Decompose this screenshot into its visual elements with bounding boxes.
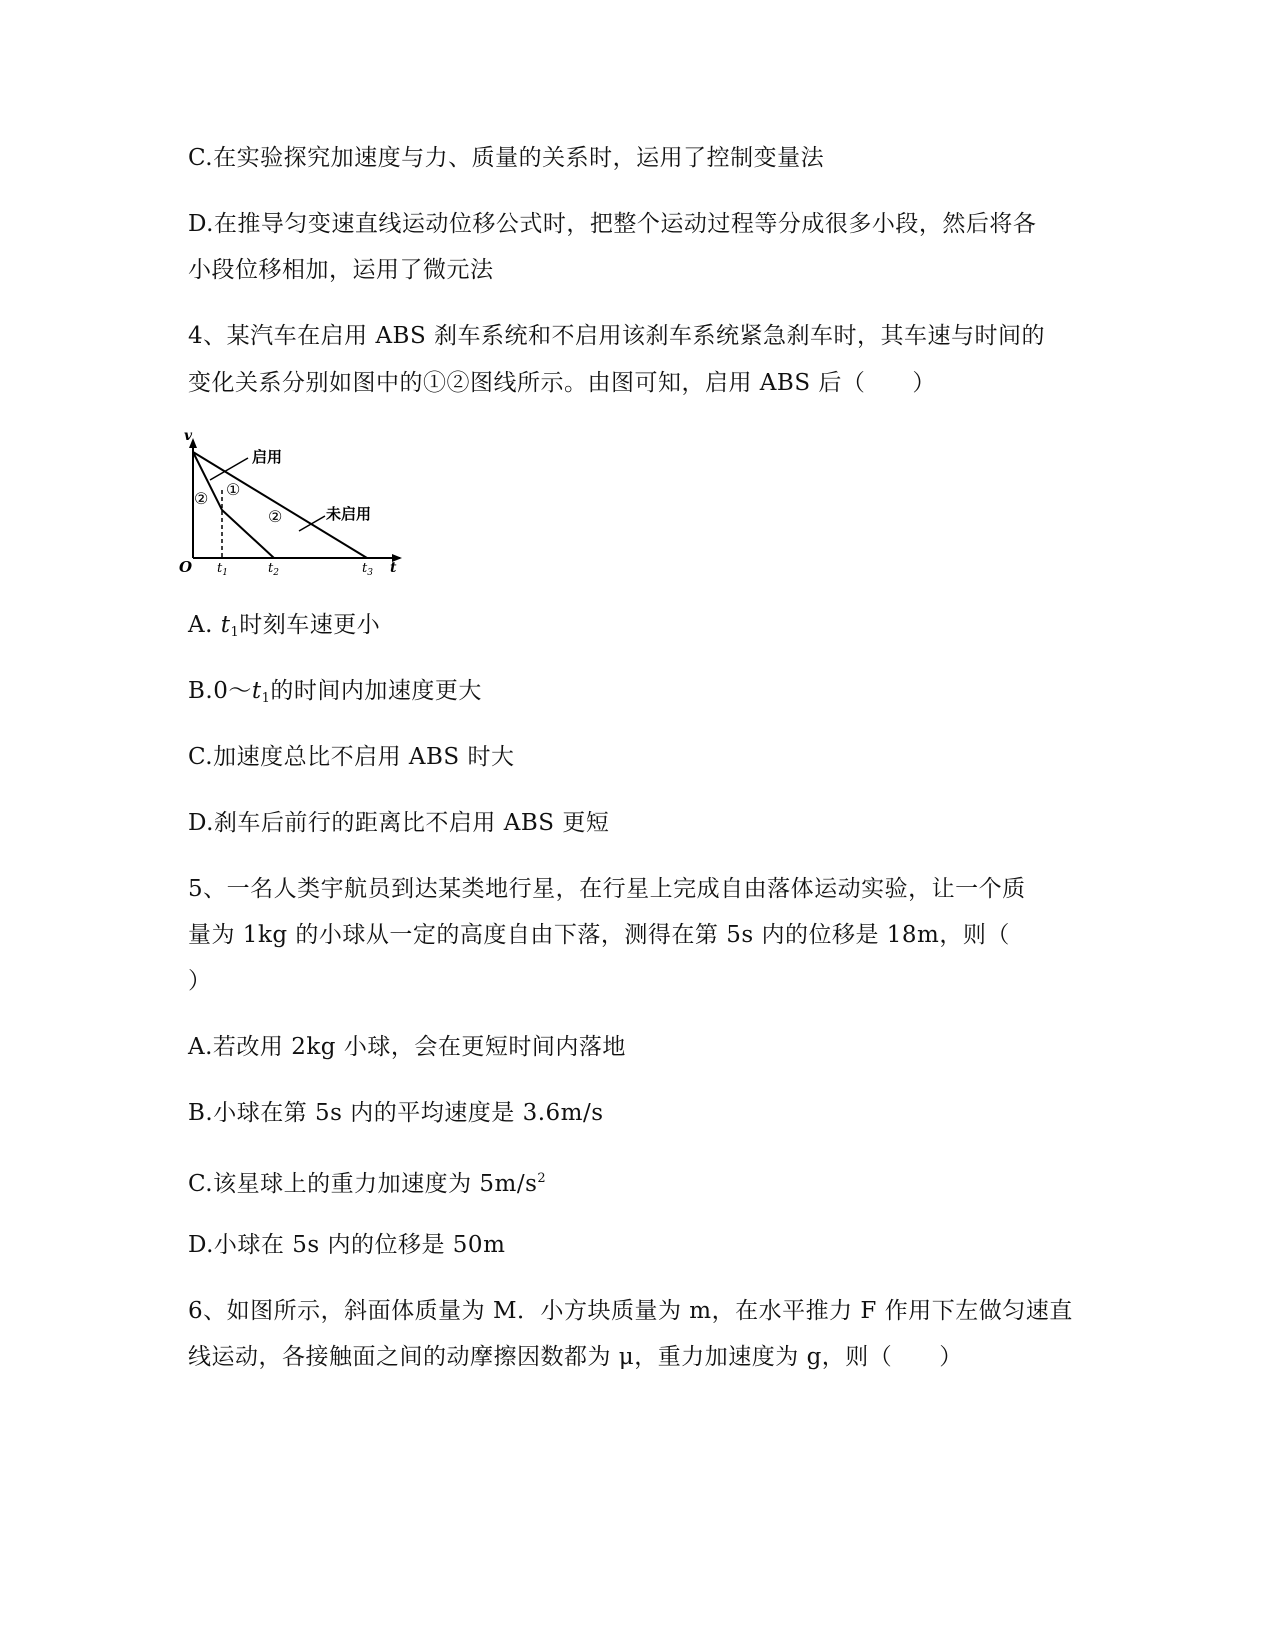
curve-label-2a: ②	[194, 489, 209, 508]
q6-stem-line2: 线运动，各接触面之间的动摩擦因数都为 μ，重力加速度为 g，则（ ）	[188, 1344, 963, 1370]
q3-option-c: C.在实验探究加速度与力、质量的关系时，运用了控制变量法	[188, 145, 825, 171]
axis-t-label: t	[390, 560, 397, 576]
q5-option-c: C.该星球上的重力加速度为 $5m/s^2$	[188, 1171, 547, 1197]
curve-label-1: ①	[226, 480, 241, 499]
t3-label: $t_3$	[362, 561, 373, 578]
q5-option-a: A.若改用 2kg 小球，会在更短时间内落地	[188, 1034, 626, 1060]
q6-stem-line1: 6、如图所示，斜面体质量为 M．小方块质量为 m，在水平推力 F 作用下左做匀速直	[188, 1298, 1073, 1324]
enabled-pointer	[210, 458, 248, 480]
q5-option-d: D.小球在 5s 内的位移是 50m	[188, 1232, 506, 1258]
q4-option-c: C.加速度总比不启用 ABS 时大	[188, 744, 515, 770]
q4-option-a: A. $t_1$时刻车速更小	[188, 612, 381, 640]
q4-stem-line1: 4、某汽车在启用 ABS 刹车系统和不启用该刹车系统紧急刹车时，其车速与时间的	[188, 323, 1046, 349]
vt-graph	[179, 428, 425, 612]
q4-option-d: D.刹车后前行的距离比不启用 ABS 更短	[188, 810, 610, 836]
q5-option-b: B.小球在第 5s 内的平均速度是 3.6m/s	[188, 1100, 604, 1126]
curve-label-2b: ②	[268, 507, 283, 526]
q3-option-d-line2: 小段位移相加，运用了微元法	[188, 257, 494, 283]
q5-stem-line3: ）	[188, 968, 212, 994]
q3-option-d-line1: D.在推导匀变速直线运动位移公式时，把整个运动过程等分成很多小段，然后将各	[188, 211, 1037, 237]
q5-stem-line1: 5、一名人类宇航员到达某类地行星，在行星上完成自由落体运动实验，让一个质	[188, 876, 1026, 902]
origin-label: O	[179, 558, 193, 576]
axis-v-label: v	[184, 428, 193, 444]
t2-label: $t_2$	[268, 561, 279, 578]
q5-stem-line2: 量为 1kg 的小球从一定的高度自由下落，测得在第 5s 内的位移是 18m，则（	[188, 922, 1010, 948]
q4-option-b: $B.0\sim t_1$的时间内加速度更大	[188, 678, 482, 706]
label-disabled: 未启用	[326, 505, 372, 523]
q4-stem-line2: 变化关系分别如图中的①②图线所示。由图可知，启用 ABS 后（ ）	[188, 370, 936, 396]
label-enabled: 启用	[252, 448, 283, 466]
t1-label: $t_1$	[217, 561, 228, 578]
